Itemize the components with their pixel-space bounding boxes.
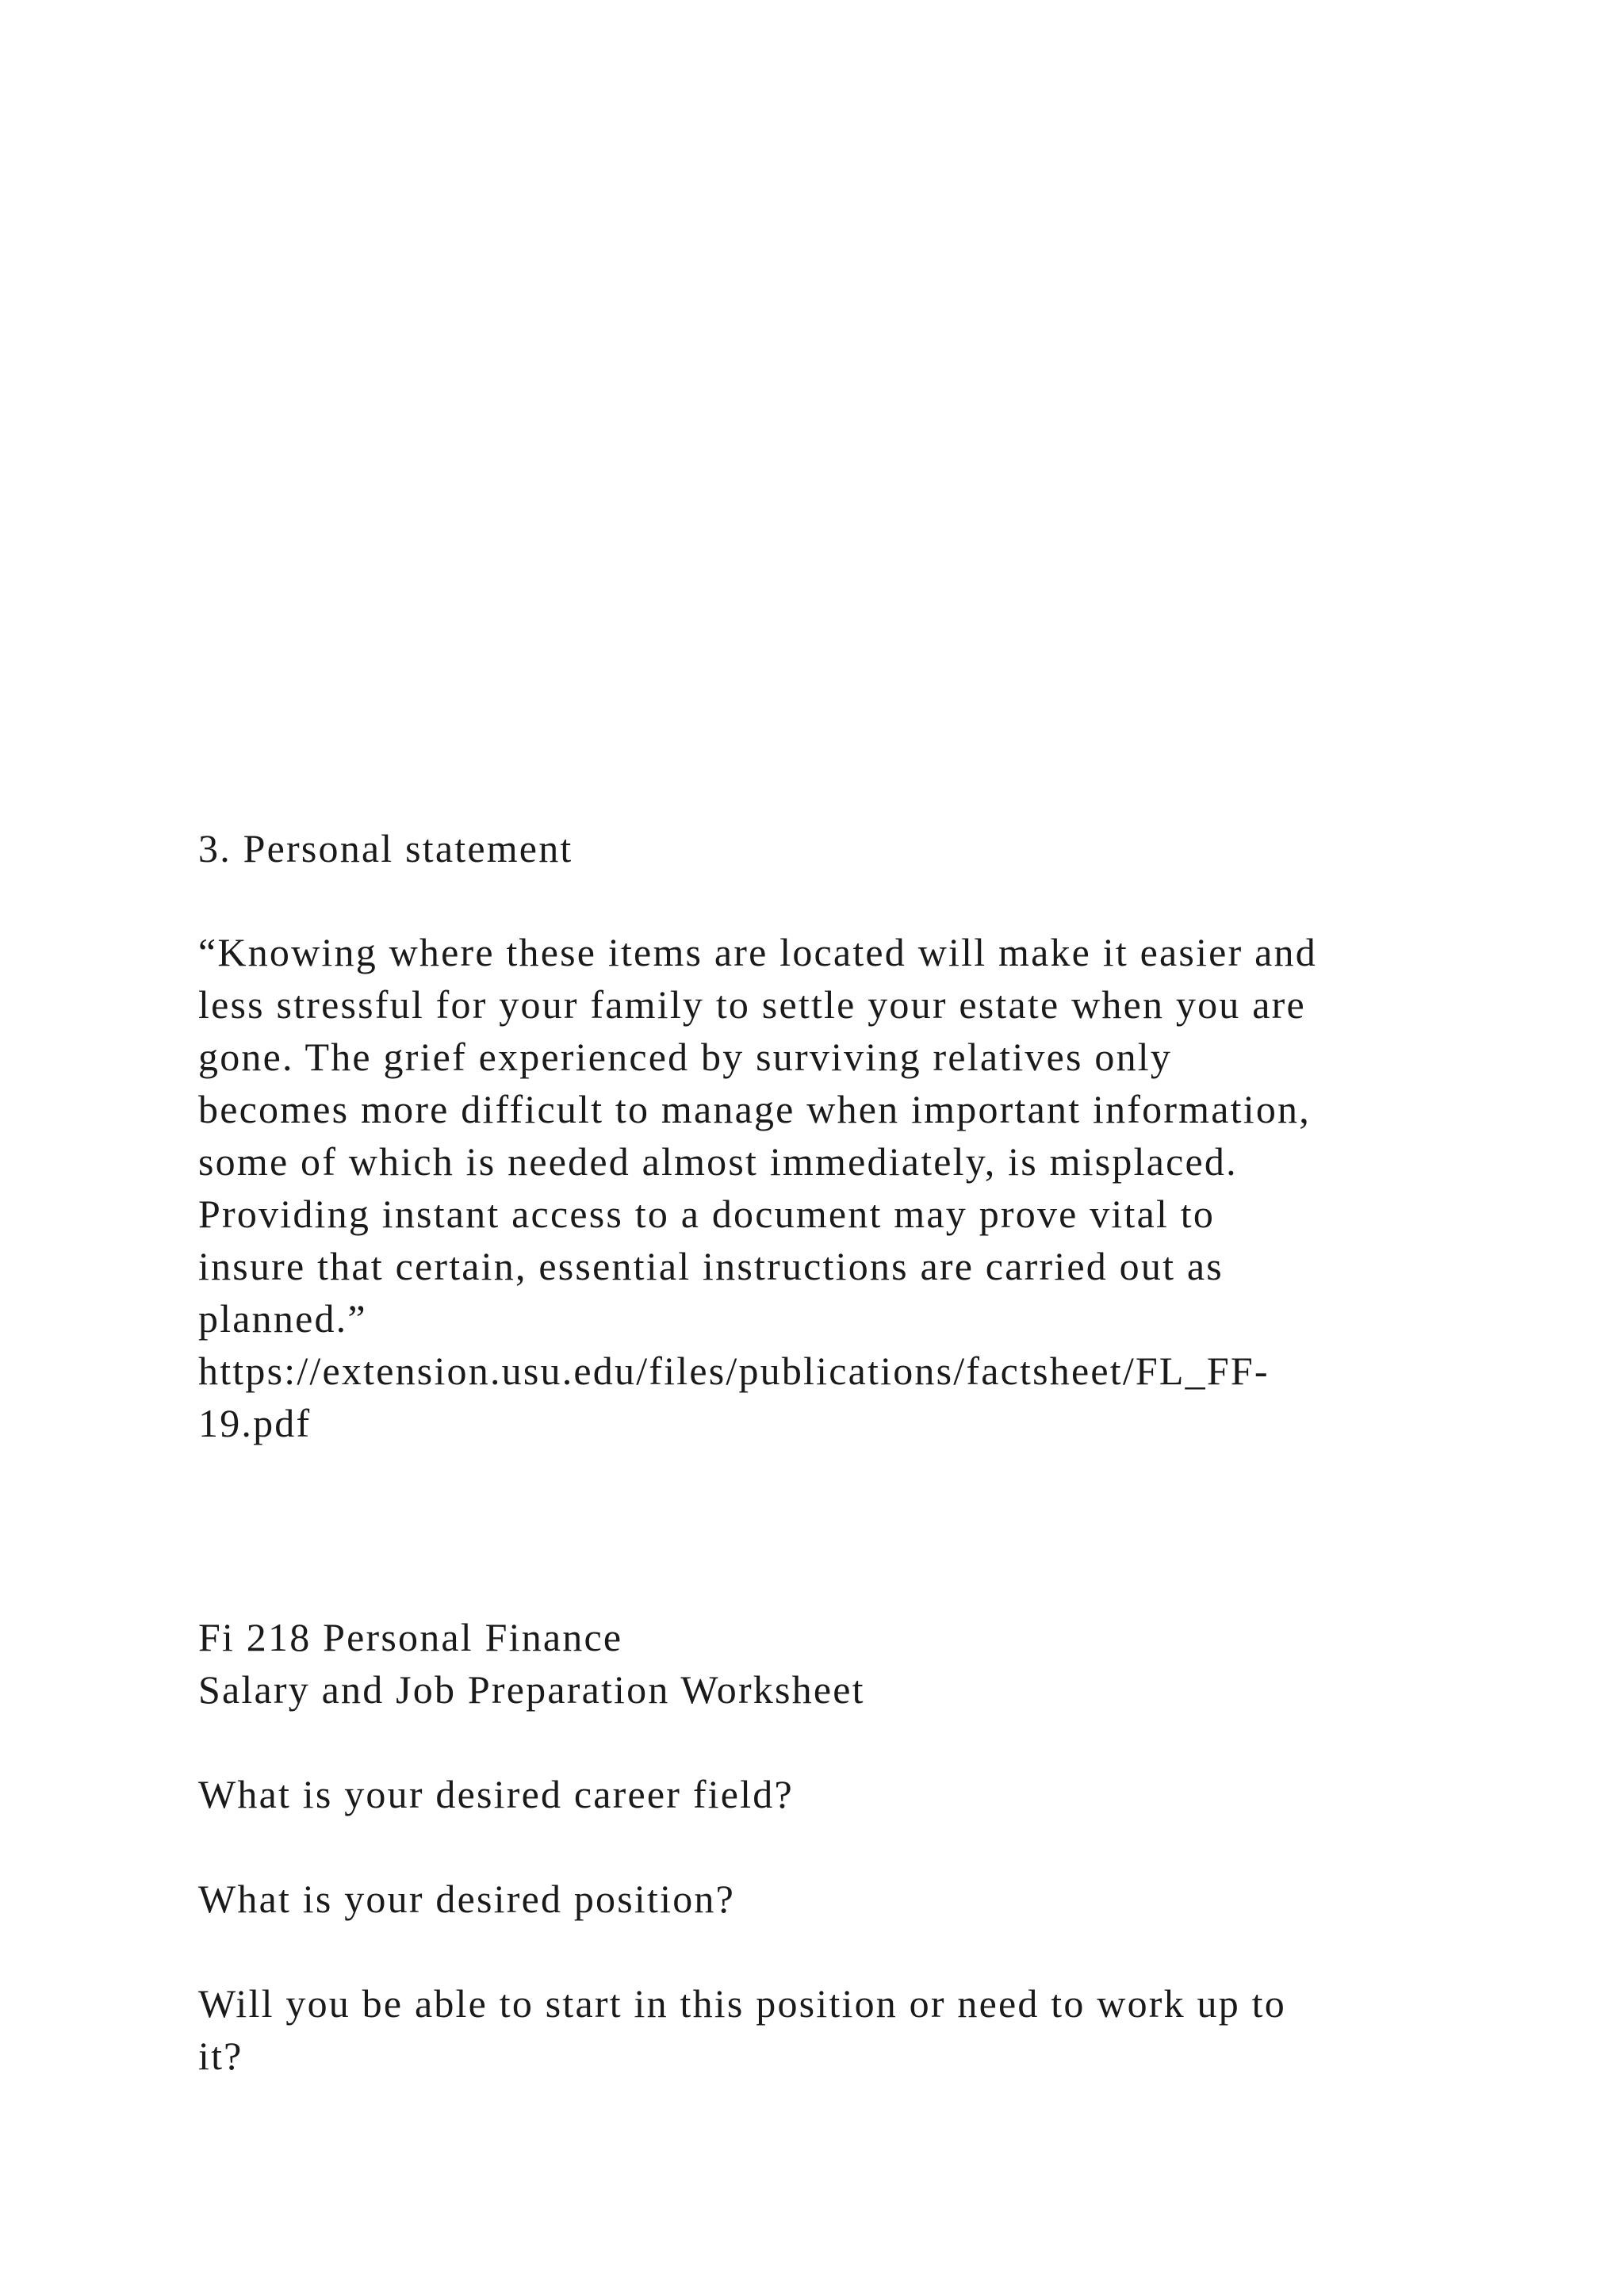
quote-line: “Knowing where these items are located will make it easier and xyxy=(198,930,1317,974)
quote-line: becomes more difficult to manage when important information, xyxy=(198,1087,1311,1131)
worksheet-title: Salary and Job Preparation Worksheet xyxy=(198,1667,865,1712)
question-desired-position: What is your desired position? xyxy=(198,1877,735,1921)
section-heading: 3. Personal statement xyxy=(198,826,573,871)
course-title: Fi 218 Personal Finance xyxy=(198,1615,623,1659)
quote-line: less stressful for your family to settle your estate when you are xyxy=(198,982,1306,1027)
source-url-line[interactable]: https://extension.usu.edu/files/publications/factsheet/FL_FF- xyxy=(198,1349,1270,1393)
source-url-line[interactable]: 19.pdf xyxy=(198,1401,312,1445)
quote-line: Providing instant access to a document may prove vital to xyxy=(198,1192,1216,1236)
quote-line: planned.” xyxy=(198,1296,367,1341)
quote-line: gone. The grief experienced by surviving relatives only xyxy=(198,1035,1173,1079)
quote-line: some of which is needed almost immediately, is misplaced. xyxy=(198,1139,1238,1184)
question-career-field: What is your desired career field? xyxy=(198,1772,794,1816)
quote-line: insure that certain, essential instructions are carried out as xyxy=(198,1244,1224,1288)
question-start-position: Will you be able to start in this position or need to work up to xyxy=(198,1981,1286,2026)
question-start-position-cont: it? xyxy=(198,2034,243,2078)
